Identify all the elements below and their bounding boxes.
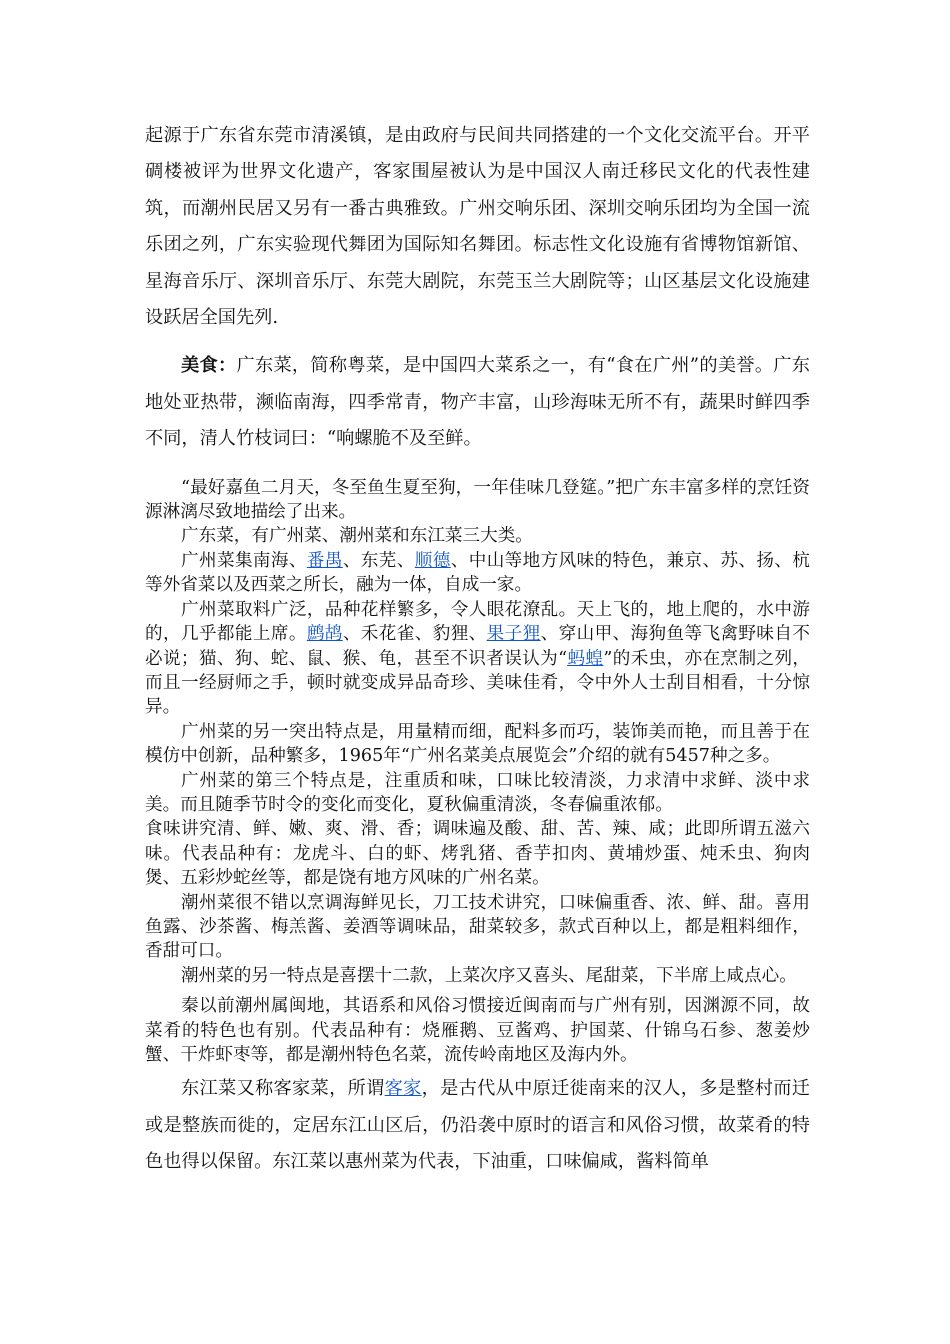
link-leech[interactable]: 蚂蝗 bbox=[567, 648, 604, 669]
text-span: 东江菜又称客家菜，所谓 bbox=[181, 1078, 385, 1100]
cuisine-section bbox=[145, 476, 810, 1068]
link-civet[interactable]: 果子狸 bbox=[486, 624, 541, 645]
paragraph-guangzhou-third: 广州菜的第三个特点是，注重质和味，口味比较清淡，力求清中求鲜、淡中求美。而且随季节时令的变化而变化，夏秋偏重清淡，冬春偏重浓郁。 bbox=[145, 770, 810, 815]
text-span: 、东芜、 bbox=[342, 550, 415, 571]
dongjiang-section bbox=[145, 1071, 810, 1180]
text-span: 、穿山甲、海狗鱼等飞禽野味自不必说；猫、狗、蛇、鼠、猴、龟，甚至不识者误认为“ bbox=[145, 624, 810, 669]
link-partridge[interactable]: 鹧鸪 bbox=[306, 624, 343, 645]
text-span: 广州菜集南海、 bbox=[181, 550, 307, 571]
paragraph-guangzhou-origin bbox=[145, 549, 810, 598]
link-panyu[interactable]: 番禺 bbox=[306, 550, 343, 571]
link-shunde[interactable]: 顺德 bbox=[414, 550, 451, 571]
culture-section bbox=[145, 118, 810, 458]
text-span: ”的禾虫，亦在烹制之列，而且一经厨师之手，顿时就变成异品奇珍、美味佳肴，令中外人士刮目相看，十分惊异。 bbox=[145, 648, 810, 718]
link-hakka[interactable]: 客家 bbox=[384, 1078, 422, 1100]
paragraph-flavors: 食味讲究清、鲜、嫩、爽、滑、香；调味遍及酸、甜、苦、辣、咸；此即所谓五滋六味。代表品种有：龙虎斗、白的虾、烤乳猪、香芋扣肉、黄埔炒蛋、炖禾虫、狗肉煲、五彩炒蛇丝等，都是饶有地方风味的广州名菜。 bbox=[145, 819, 810, 889]
paragraph-culture: 起源于广东省东莞市清溪镇，是由政府与民间共同搭建的一个文化交流平台。开平碉楼被评为世界文化遗产，客家围屋被认为是中国汉人南迁移民文化的代表性建筑，而潮州民居又另有一番古典雅致。广州交响乐团、深圳交响乐团均为全国一流乐团之列，广东实验现代舞团为国际知名舞团。标志性文化设施有省博物馆新馆、星海音乐厅、深圳音乐厅、东莞大剧院，东莞玉兰大剧院等；山区基层文化设施建设跃居全国先列. bbox=[145, 125, 810, 329]
food-label: 美食： bbox=[181, 355, 237, 377]
paragraph-chaozhou-second: 潮州菜的另一特点是喜摆十二款，上菜次序又喜头、尾甜菜，下半席上咸点心。 bbox=[181, 965, 797, 986]
paragraph-guangzhou-second: 广州菜的另一突出特点是，用量精而细，配料多而巧，装饰美而艳，而且善于在模仿中创新，品种繁多，1965年“广州名菜美点展览会”介绍的就有5457种之多。 bbox=[145, 721, 810, 767]
paragraph-chaozhou-history: 秦以前潮州属闽地，其语系和风俗习惯接近闽南而与广州有别，因渊源不同，故菜肴的特色也有别。代表品种有：烧雁鹅、豆酱鸡、护国菜、什锦乌石参、葱姜炒蟹、干炸虾枣等，都是潮州特色名菜，流传岭南地区及海内外。 bbox=[145, 996, 810, 1065]
paragraph-poem: “最好嘉鱼二月天，冬至鱼生夏至狗，一年佳味几登筵。”把广东丰富多样的烹饪资源淋漓尽致地描绘了出来。 bbox=[145, 477, 810, 523]
document-page bbox=[145, 118, 810, 1181]
paragraph-chaozhou: 潮州菜很不错以烹调海鲜见长，刀工技术讲究，口味偏重香、浓、鲜、甜。喜用鱼露、沙茶酱、梅羔酱、姜酒等调味品，甜菜较多，款式百种以上，都是粗料细作，香甜可口。 bbox=[145, 892, 810, 962]
text-span: ，是古代从中原迁徙南来的汉人，多是整村而迁或是整族而徙的，定居东江山区后，仍沿袭中原时的语言和风俗习惯，故菜肴的特色也得以保留。东江菜以惠州菜为代表，下油重，口味偏咸，酱料简单 bbox=[145, 1078, 810, 1173]
paragraph-three-types: 广东菜，有广州菜、潮州菜和东江菜三大类。 bbox=[181, 526, 533, 547]
text-span: 、中山等地方风味的特色，兼京、苏、扬、杭等外省菜以及西菜之所长，融为一体，自成一家。 bbox=[145, 550, 810, 596]
paragraph-guangzhou-ingredients bbox=[145, 598, 810, 720]
food-intro-text: 广东菜，简称粤菜，是中国四大菜系之一，有“食在广州”的美誉。广东地处亚热带，濒临南海，四季常青，物产丰富，山珍海味无所不有，蔬果时鲜四季不同，清人竹枝词曰：“响螺脆不及至鲜。 bbox=[145, 355, 810, 450]
paragraph-food-intro bbox=[145, 348, 810, 457]
text-span: 广州菜取料广泛，品种花样繁多，令人眼花潦乱。天上飞的，地上爬的，水中游的，几乎都能上席。 bbox=[145, 599, 810, 645]
text-span: 、禾花雀、豹狸、 bbox=[342, 624, 487, 645]
paragraph-dongjiang bbox=[145, 1071, 810, 1180]
